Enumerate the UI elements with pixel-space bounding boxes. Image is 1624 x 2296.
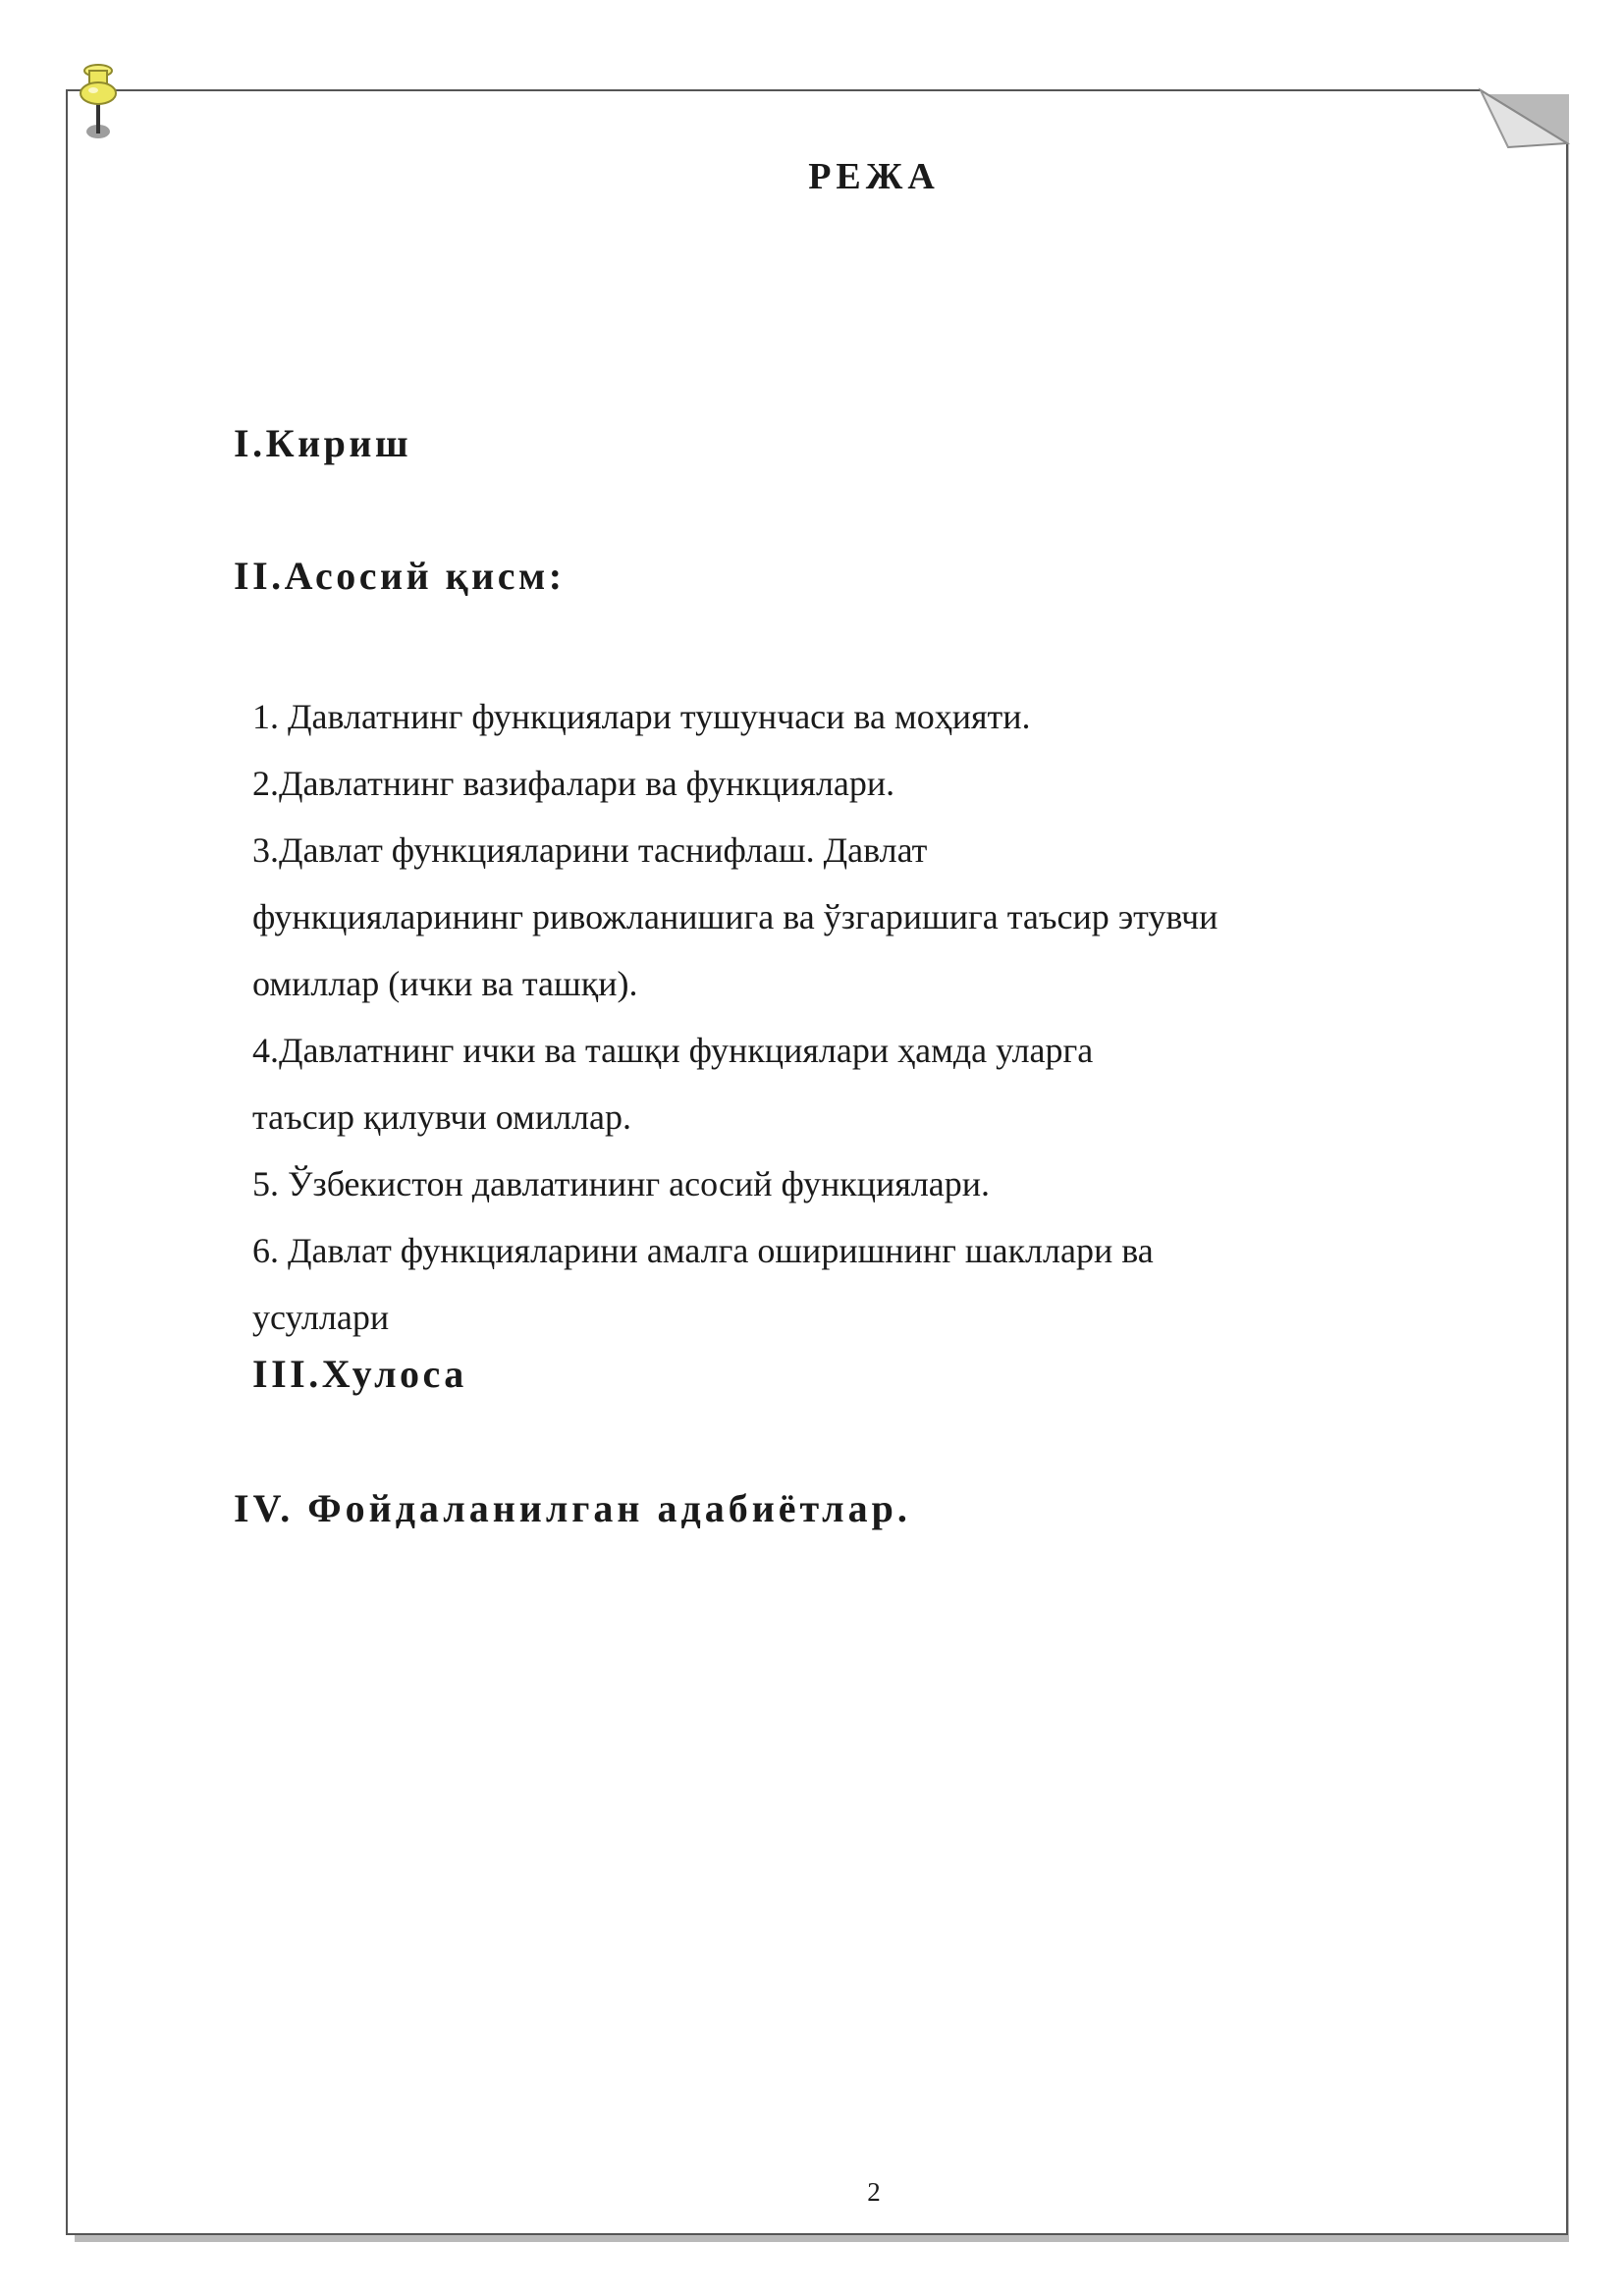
plan-line: 1. Давлатнинг функциялари тушунчаси ва моҳияти.	[252, 697, 1031, 736]
plan-line: таъсир қилувчи омиллар.	[252, 1097, 631, 1137]
section-heading-references: IV. Фойдаланилган адабиётлар.	[234, 1486, 911, 1530]
plan-line: усуллари	[252, 1298, 390, 1337]
plan-line: омиллар (ички ва ташқи).	[252, 964, 638, 1003]
plan-line: 5. Ўзбекистон давлатининг асосий функциялари.	[252, 1164, 991, 1203]
plan-line: 2.Давлатнинг вазифалари ва функциялари.	[252, 764, 895, 803]
section-heading-main-part: II.Асосий қисм:	[234, 554, 566, 598]
plan-line: 4.Давлатнинг ички ва ташқи функциялари ҳамда уларга	[252, 1031, 1094, 1070]
section-heading-conclusion: III.Хулоса	[252, 1352, 467, 1396]
plan-line: функцияларининг ривожланишига ва ўзгаришига таъсир этувчи	[252, 897, 1218, 936]
plan-list	[252, 683, 1431, 1351]
pushpin-icon	[73, 61, 126, 143]
page-number: 2	[867, 2177, 881, 2207]
section-heading-introduction: I.Кириш	[234, 421, 412, 465]
plan-line: 6. Давлат функцияларини амалга оширишнинг шакллари ва	[252, 1231, 1154, 1270]
plan-line: 3.Давлат функцияларини таснифлаш. Давлат	[252, 830, 928, 870]
page-title: РЕЖА	[808, 156, 940, 197]
